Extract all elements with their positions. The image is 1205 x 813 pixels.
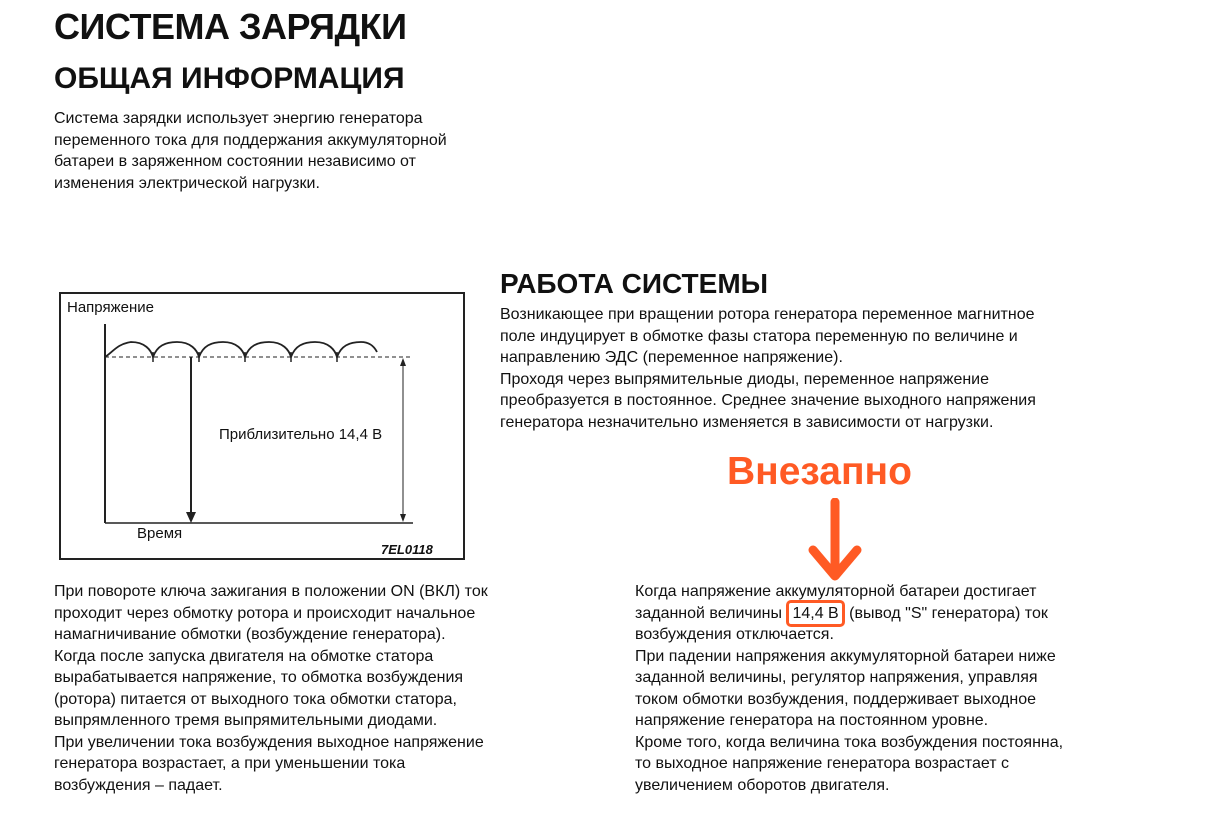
page-title: СИСТЕМА ЗАРЯДКИ bbox=[54, 6, 407, 47]
regulation-line: заданной величины, регулятор напряжения, управляя bbox=[635, 669, 1038, 686]
operation-line: Возникающее при вращении ротора генератора переменное магнитное bbox=[500, 306, 1035, 323]
dimension-arrow-bottom bbox=[400, 514, 406, 522]
regulation-line: возбуждения отключается. bbox=[635, 626, 834, 643]
x-axis-label: Время bbox=[137, 525, 183, 542]
regulation-text: (вывод "S" генератора) ток bbox=[849, 604, 1048, 622]
highlighted-voltage-value: 14,4 В bbox=[786, 600, 844, 628]
voltage-diagram bbox=[59, 292, 465, 560]
ripple-waveform bbox=[105, 342, 377, 357]
operation-line: генератора незначительно изменяется в зависимости от нагрузки. bbox=[500, 413, 994, 431]
ignition-line: возбуждения – падает. bbox=[54, 776, 223, 794]
ignition-line: Когда после запуска двигателя на обмотке статора bbox=[54, 647, 434, 665]
operation-paragraph bbox=[500, 304, 1036, 433]
ignition-line: проходит через обмотку ротора и происходит начальное bbox=[54, 604, 476, 622]
regulation-line: током обмотки возбуждения, поддерживает выходное bbox=[635, 690, 1037, 708]
operation-line: преобразуется в постоянное. Среднее значение выходного напряжения bbox=[500, 392, 1036, 409]
regulation-text: заданной величины bbox=[635, 604, 782, 622]
regulation-line-highlighted bbox=[635, 603, 1063, 625]
ignition-line: генератора возрастает, а при уменьшении тока bbox=[54, 755, 406, 772]
regulation-line: Кроме того, когда величина тока возбуждения постоянна, bbox=[635, 733, 1064, 751]
ignition-paragraph bbox=[54, 581, 488, 796]
ignition-line: (ротора) питается от выходного тока обмотки статора, bbox=[54, 690, 457, 708]
intro-line: Система зарядки использует энергию генератора bbox=[54, 110, 423, 127]
voltage-value-label: Приблизительно 14,4 В bbox=[219, 426, 383, 443]
regulation-line: При падении напряжения аккумуляторной батареи ниже bbox=[635, 647, 1056, 665]
section-heading-operation: РАБОТА СИСТЕМЫ bbox=[500, 268, 769, 299]
regulation-line: то выходное напряжение генератора возрастает с bbox=[635, 755, 1009, 772]
intro-line: батареи в заряженном состоянии независимо от bbox=[54, 153, 416, 170]
ignition-line: намагничивание обмотки (возбуждение генератора). bbox=[54, 626, 446, 643]
intro-paragraph bbox=[54, 108, 447, 194]
voltage-arrow-head bbox=[186, 512, 196, 523]
annotation-callout-text: Внезапно bbox=[727, 450, 912, 493]
ignition-line: При повороте ключа зажигания в положении ON (ВКЛ) ток bbox=[54, 583, 488, 600]
diagram-code: 7EL0118 bbox=[381, 542, 433, 557]
y-axis-label: Напряжение bbox=[67, 299, 154, 316]
regulation-line: увеличением оборотов двигателя. bbox=[635, 776, 890, 794]
operation-line: Проходя через выпрямительные диоды, переменное напряжение bbox=[500, 370, 990, 388]
dimension-arrow-top bbox=[400, 358, 406, 366]
intro-line: переменного тока для поддержания аккумуляторной bbox=[54, 131, 447, 149]
regulation-line: Когда напряжение аккумуляторной батареи достигает bbox=[635, 583, 1037, 600]
intro-line: изменения электрической нагрузки. bbox=[54, 174, 320, 192]
ignition-line: При увеличении тока возбуждения выходное напряжение bbox=[54, 733, 484, 751]
ignition-line: вырабатывается напряжение, то обмотка возбуждения bbox=[54, 669, 464, 686]
regulation-line: напряжение генератора на постоянном уровне. bbox=[635, 712, 989, 729]
operation-line: поле индуцирует в обмотке фазы статора переменную по величине и bbox=[500, 327, 1018, 345]
ignition-line: выпрямленного тремя выпрямительными диодами. bbox=[54, 712, 438, 729]
section-heading-general: ОБЩАЯ ИНФОРМАЦИЯ bbox=[54, 62, 405, 95]
annotation-arrow-icon bbox=[805, 498, 865, 582]
regulation-paragraph bbox=[635, 581, 1063, 796]
operation-line: направлению ЭДС (переменное напряжение). bbox=[500, 349, 843, 366]
